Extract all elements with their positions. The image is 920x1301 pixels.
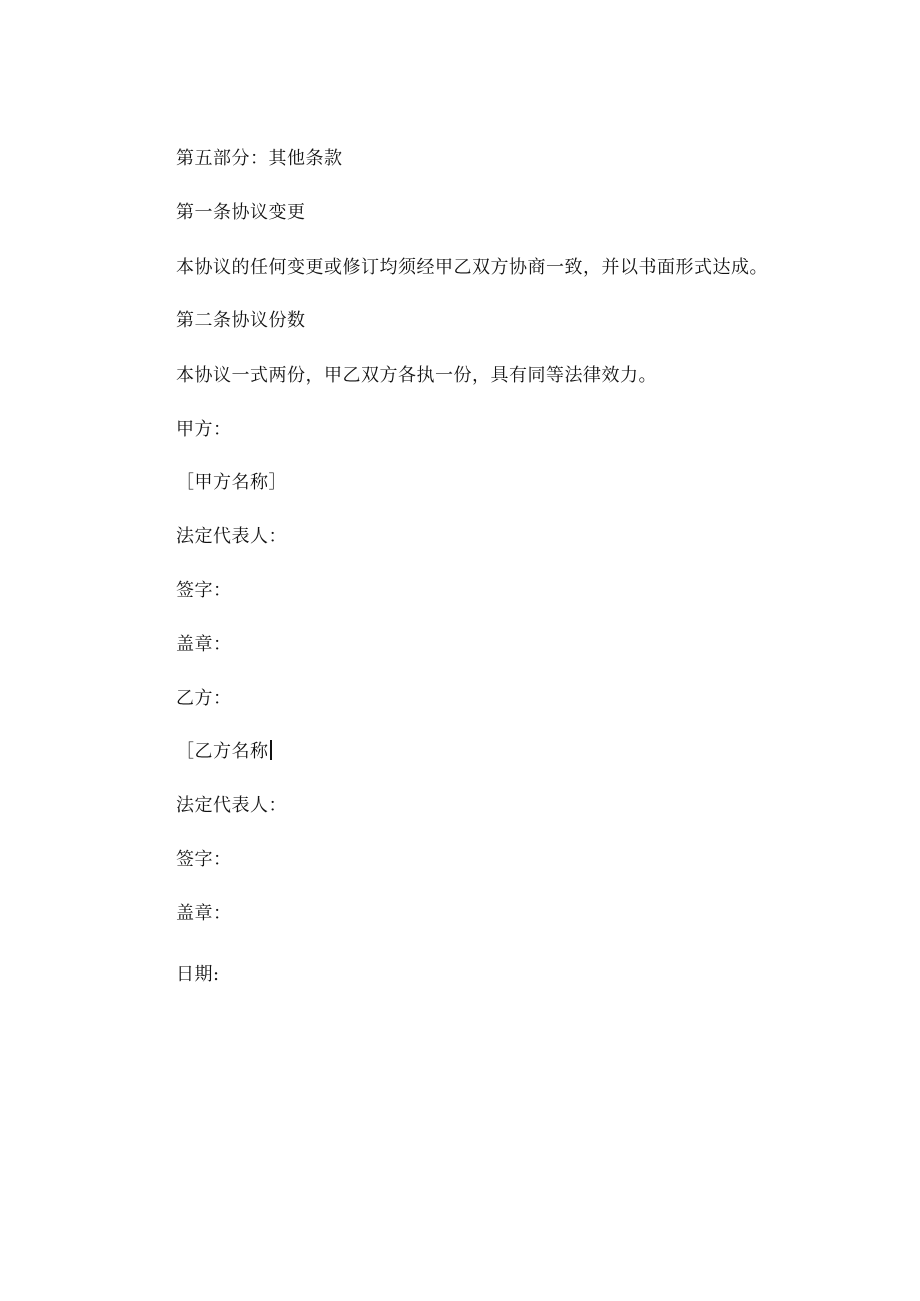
party-a-name-placeholder: ［甲方名称］ <box>176 472 287 493</box>
party-a-label: 甲方： <box>176 419 232 440</box>
party-b-name-placeholder: ［乙方名称 <box>176 741 269 762</box>
article-1-body: 本协议的任何变更或修订均须经甲乙双方协商一致，并以书面形式达成。 <box>176 257 768 278</box>
article-1-heading: 第一条协议变更 <box>176 202 306 223</box>
party-b-rep-label: 法定代表人： <box>176 795 287 816</box>
party-a-sign-label: 签字： <box>176 580 232 601</box>
date-label: 日期: <box>176 964 220 985</box>
party-a-rep-label: 法定代表人： <box>176 526 287 547</box>
party-a-seal-label: 盖章： <box>176 634 232 655</box>
party-b-name-row[interactable] <box>176 740 272 764</box>
text-cursor-icon <box>270 740 272 760</box>
article-2-body: 本协议一式两份，甲乙双方各执一份，具有同等法律效力。 <box>176 365 657 386</box>
article-2-heading: 第二条协议份数 <box>176 310 306 331</box>
party-b-sign-label: 签字： <box>176 849 232 870</box>
section-title: 第五部分：其他条款 <box>176 148 343 169</box>
party-b-seal-label: 盖章： <box>176 903 232 924</box>
party-b-label: 乙方： <box>176 688 232 709</box>
